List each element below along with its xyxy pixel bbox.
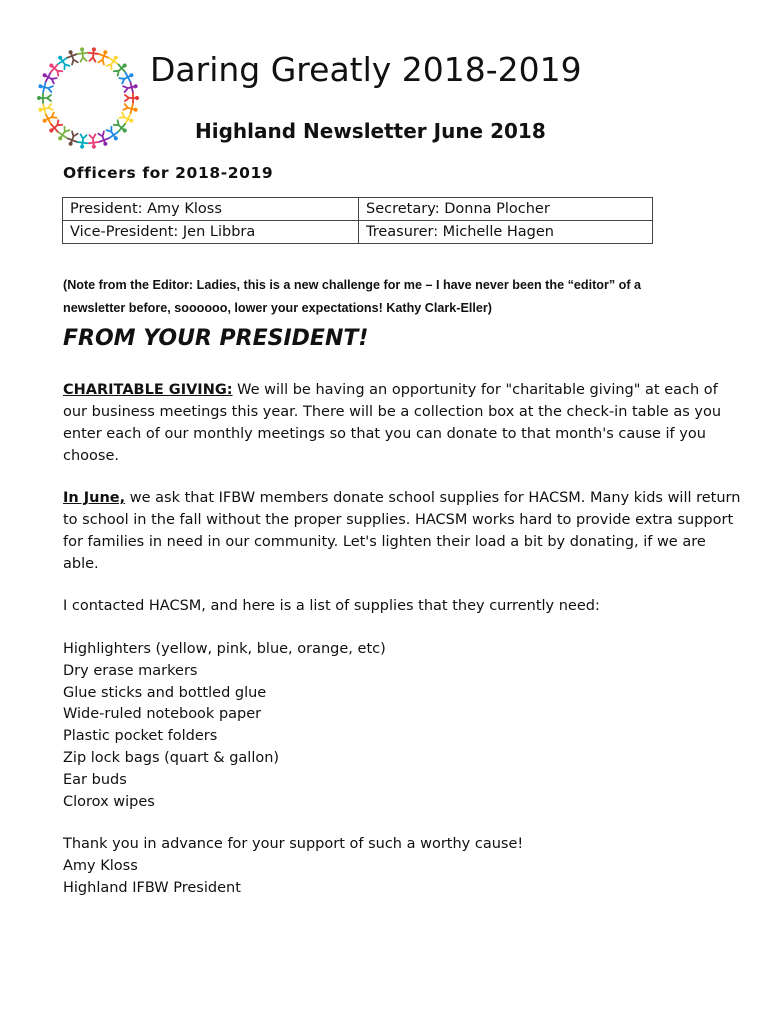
person-figure-icon xyxy=(41,70,58,85)
june-paragraph xyxy=(63,487,743,575)
list-item: Dry erase markers xyxy=(63,662,198,679)
list-item: Highlighters (yellow, pink, blue, orange, etc) xyxy=(63,641,386,657)
person-figure-icon xyxy=(77,47,89,62)
closing-role: Highland IFBW President xyxy=(63,880,241,896)
person-figure-icon xyxy=(55,53,71,70)
person-figure-icon xyxy=(118,111,135,126)
closing-block xyxy=(63,833,663,899)
people-circle-logo xyxy=(34,44,142,152)
person-figure-icon xyxy=(37,93,51,103)
person-figure-icon xyxy=(96,49,110,66)
officers-heading: Officers for 2018-2019 xyxy=(63,164,274,182)
officer-cell: President: Amy Kloss xyxy=(63,198,359,221)
person-figure-icon xyxy=(87,134,99,149)
person-figure-icon xyxy=(123,102,139,115)
charitable-giving-text: We will be having an opportunity for "charitable giving" at each of our business meetings this year. There will be a collection box at the check-in table as you enter each of our monthly meetings so that you can donate to that month's cause if you choose. xyxy=(63,382,722,464)
person-figure-icon xyxy=(105,53,121,70)
charitable-giving-paragraph xyxy=(63,379,743,467)
june-label: In June, xyxy=(63,490,126,506)
officer-cell: Secretary: Donna Plocher xyxy=(359,198,653,221)
contact-paragraph: I contacted HACSM, and here is a list of supplies that they currently need: xyxy=(63,598,600,614)
list-item: Wide-ruled notebook paper xyxy=(63,706,262,723)
list-item: Clorox wipes xyxy=(63,793,155,810)
person-figure-icon xyxy=(65,49,79,66)
editor-note: (Note from the Editor: Ladies, this is a new challenge for me – I have never been the “editor” of a newsletter before, soooooo, lower your expectations! Kathy Clark-Eller) xyxy=(63,278,642,315)
officers-table xyxy=(62,197,653,244)
person-figure-icon xyxy=(105,126,121,143)
person-figure-icon xyxy=(125,93,139,103)
person-figure-icon xyxy=(123,81,139,94)
list-item: Zip lock bags (quart & gallon) xyxy=(63,749,280,766)
person-figure-icon xyxy=(118,70,135,85)
person-figure-icon xyxy=(96,131,110,148)
person-figure-icon xyxy=(55,126,71,143)
newsletter-title: Daring Greatly 2018-2019 xyxy=(150,50,582,89)
officer-cell: Treasurer: Michelle Hagen xyxy=(359,221,653,244)
officers-row xyxy=(63,198,653,221)
list-item: Plastic pocket folders xyxy=(63,728,218,745)
closing-name: Amy Kloss xyxy=(63,858,138,874)
charitable-giving-label: CHARITABLE GIVING: xyxy=(63,382,233,398)
person-figure-icon xyxy=(41,111,58,126)
june-text: we ask that IFBW members donate school supplies for HACSM. Many kids will return to school in the fall without the proper supplies. HACSM works hard to provide extra support for families in need in our community. Let's lighten their load a bit by donating, if we are able. xyxy=(63,490,741,572)
president-section-heading: FROM YOUR PRESIDENT! xyxy=(63,326,369,351)
person-figure-icon xyxy=(37,102,53,115)
person-figure-icon xyxy=(77,134,89,149)
person-figure-icon xyxy=(65,131,79,148)
supplies-list xyxy=(63,639,663,813)
person-figure-icon xyxy=(37,81,53,94)
officers-row xyxy=(63,221,653,244)
list-item: Glue sticks and bottled glue xyxy=(63,684,267,701)
officer-cell: Vice-President: Jen Libbra xyxy=(63,221,359,244)
list-item: Ear buds xyxy=(63,771,127,788)
closing-thanks: Thank you in advance for your support of such a worthy cause! xyxy=(63,836,524,852)
person-figure-icon xyxy=(87,47,99,62)
newsletter-subtitle: Highland Newsletter June 2018 xyxy=(195,119,546,143)
